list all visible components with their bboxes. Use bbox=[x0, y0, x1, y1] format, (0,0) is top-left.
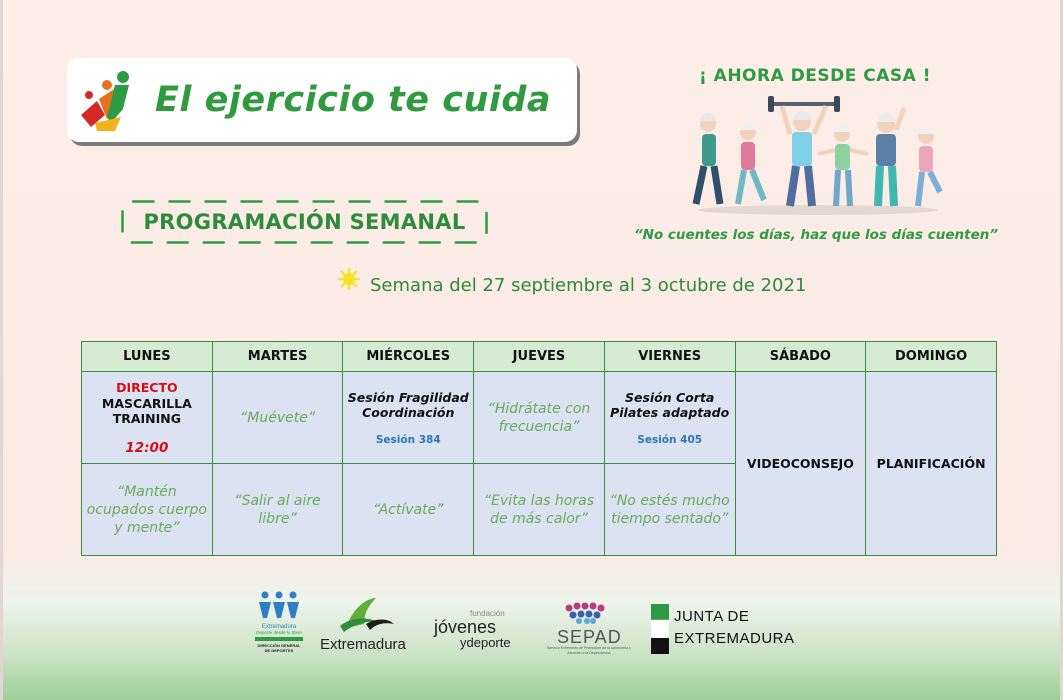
logo2-text: Extremadura bbox=[320, 636, 406, 653]
table-row bbox=[82, 372, 997, 464]
logo-fundacion-jovenes-deporte bbox=[434, 610, 534, 650]
table-header-row bbox=[82, 342, 997, 372]
page-title: El ejercicio te cuida bbox=[155, 80, 552, 120]
logo-extremadura bbox=[320, 594, 414, 653]
tuesday-tip-cell bbox=[212, 464, 343, 556]
wednesday-tip-cell bbox=[343, 464, 474, 556]
session-name-line: MASCARILLA bbox=[101, 395, 192, 411]
thursday-tip-cell bbox=[474, 464, 605, 556]
seniors-exercising-illustration bbox=[690, 96, 946, 216]
logo5-line1: JUNTA DE bbox=[674, 608, 750, 625]
tip-text: “Muévete” bbox=[240, 409, 316, 426]
programacion-semanal-label: PROGRAMACIÓN SEMANAL bbox=[143, 210, 466, 234]
day-header: SÁBADO bbox=[735, 342, 866, 372]
live-label: DIRECTO bbox=[116, 379, 178, 395]
logo-deportes-extremadura bbox=[255, 590, 303, 653]
session-number: Sesión 384 bbox=[375, 433, 441, 446]
wednesday-session-cell[interactable] bbox=[343, 372, 474, 464]
weekly-schedule-table bbox=[81, 341, 997, 556]
day-header: LUNES bbox=[82, 342, 213, 372]
week-range: Semana del 27 septiembre al 3 octubre de 2021 bbox=[370, 275, 807, 296]
monday-live-session-cell[interactable] bbox=[82, 372, 213, 464]
logo-junta-extremadura bbox=[651, 604, 795, 654]
session-time: 12:00 bbox=[125, 439, 169, 456]
logo3-small: fundación bbox=[470, 609, 505, 618]
logo-sepad bbox=[541, 602, 637, 656]
friday-tip-cell bbox=[604, 464, 735, 556]
tip-text: “Evita las horas de más calor” bbox=[483, 492, 594, 527]
tip-text: “Mantén ocupados cuerpo y mente” bbox=[86, 483, 207, 536]
sunday-activity: PLANIFICACIÓN bbox=[876, 456, 986, 471]
day-header: DOMINGO bbox=[866, 342, 997, 372]
tuesday-tip-cell bbox=[212, 372, 343, 464]
page-border-left bbox=[0, 0, 3, 700]
logo1-sub: DIRECCIÓN GENERAL DE DEPORTES bbox=[257, 643, 301, 653]
exercise-logo-icon bbox=[77, 65, 139, 135]
sun-icon bbox=[337, 267, 361, 291]
extremadura-bird-icon bbox=[320, 594, 414, 634]
junta-flag-icon bbox=[651, 604, 669, 654]
thursday-tip-cell bbox=[474, 372, 605, 464]
friday-session-cell[interactable] bbox=[604, 372, 735, 464]
tip-text: “Hidrátate con frecuencia” bbox=[487, 400, 591, 435]
deportes-figures-icon bbox=[255, 590, 303, 620]
sepad-dots-icon bbox=[561, 602, 611, 624]
session-name-line: TRAINING bbox=[112, 410, 181, 426]
monday-tip-cell bbox=[82, 464, 213, 556]
tip-text: “Actívate” bbox=[373, 501, 444, 518]
day-header: MARTES bbox=[212, 342, 343, 372]
saturday-activity: VIDEOCONSEJO bbox=[746, 456, 854, 471]
logo5-line2: EXTREMADURA bbox=[674, 630, 795, 647]
session-title: Sesión Corta Pilates adaptado bbox=[610, 389, 730, 420]
day-header: MIÉRCOLES bbox=[343, 342, 474, 372]
logo3-sub: ydeporte bbox=[460, 635, 511, 650]
logo1-tagline: Deporte desde la Base bbox=[256, 630, 302, 635]
saturday-cell[interactable] bbox=[735, 372, 866, 556]
motivational-quote: “No cuentes los días, haz que los días cuenten” bbox=[633, 227, 999, 243]
ahora-desde-casa-heading: ¡ AHORA DESDE CASA ! bbox=[699, 66, 931, 86]
day-header: VIERNES bbox=[604, 342, 735, 372]
session-number: Sesión 405 bbox=[637, 433, 703, 446]
tip-text: “No estés mucho tiempo sentado” bbox=[609, 492, 730, 527]
logo4-text: SEPAD bbox=[557, 627, 622, 647]
sunday-cell[interactable] bbox=[866, 372, 997, 556]
logo1-name: Extremadura bbox=[261, 624, 297, 630]
session-title: Sesión Fragilidad Coordinación bbox=[347, 389, 469, 420]
programacion-semanal-banner bbox=[121, 200, 488, 244]
title-card bbox=[67, 58, 577, 142]
tip-text: “Salir al aire libre” bbox=[234, 492, 321, 527]
logo3-main: jóvenes bbox=[434, 617, 497, 637]
logo4-sub: Servicio Extremeño de Promoción de la Autonomía y Atención a la Dependencia bbox=[546, 646, 632, 655]
day-header: JUEVES bbox=[474, 342, 605, 372]
